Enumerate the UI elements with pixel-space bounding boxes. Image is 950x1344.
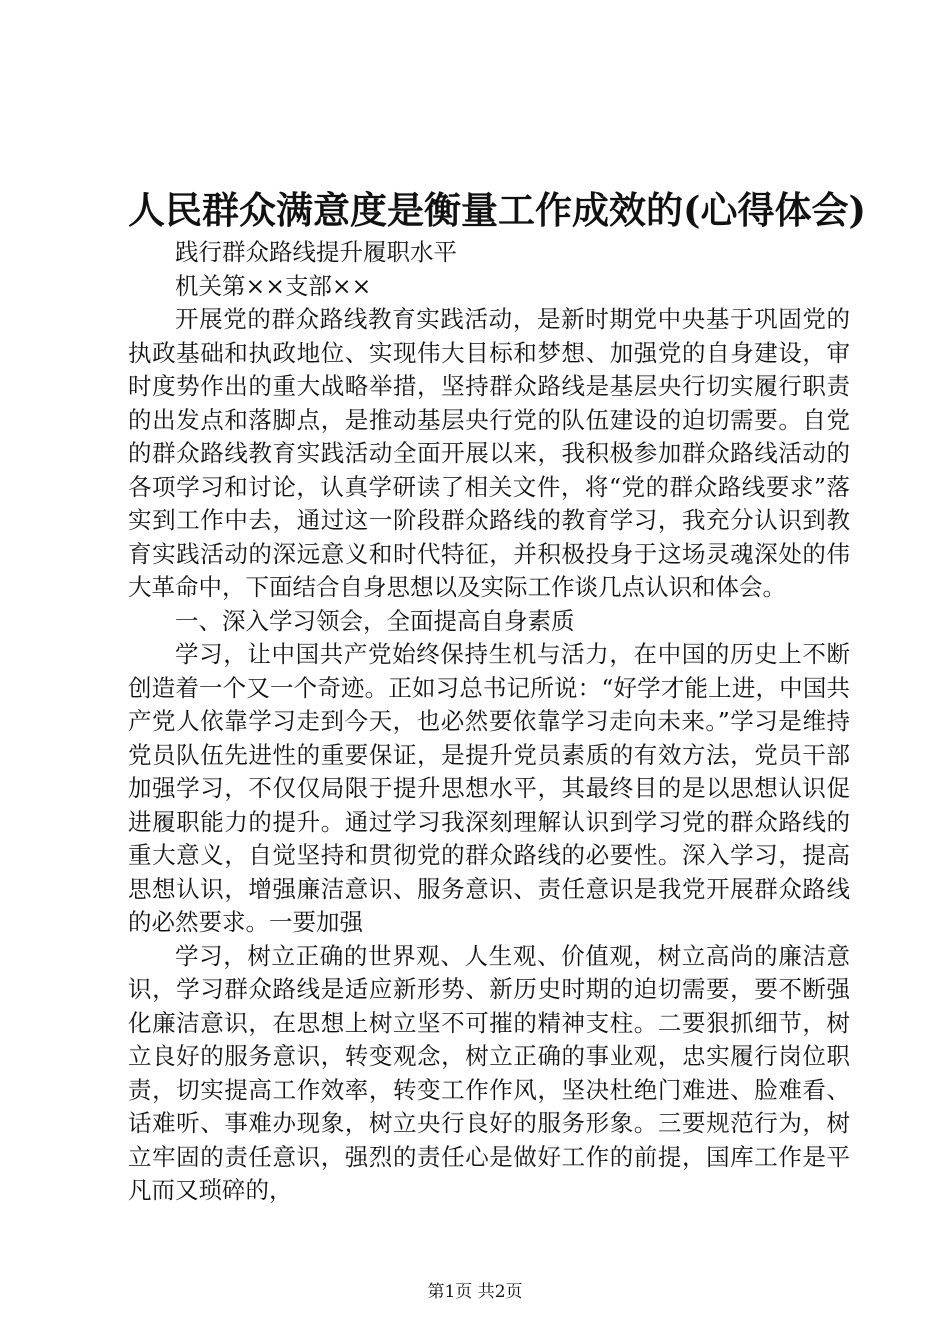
paragraph-study: 学习，让中国共产党始终保持生机与活力，在中国的历史上不断创造着一个又一个奇迹。正如习总书记所说：“好学才能上进，中国共产党人依靠学习走到今天，也必然要依靠学习走向未来。”学习是维持党员队伍先进性的重要保证，是提升党员素质的有效方法，党员干部加强学习，不仅仅局限于提升思想水平，其最终目的是以思想认识促进履职能力的提升。通过学习我深刻理解认识到学习党的群众路线的重大意义，自觉坚持和贯彻党的群众路线的必要性。深入学习，提高思想认识，增强廉洁意识、服务意识、责任意识是我党开展群众路线的必然要求。一要加强 <box>128 640 850 936</box>
document-title: 人民群众满意度是衡量工作成效的(心得体会) <box>128 188 867 232</box>
document-body <box>128 236 850 1208</box>
subtitle-line: 践行群众路线提升履职水平 <box>175 238 457 266</box>
paragraph-intro: 开展党的群众路线教育实践活动，是新时期党中央基于巩固党的执政基础和执政地位、实现伟大目标和梦想、加强党的自身建设，审时度势作出的重大战略举措，坚持群众路线是基层央行切实履行职责的出发点和落脚点，是推动基层央行党的队伍建设的迫切需要。自党的群众路线教育实践活动全面开展以来，我积极参加群众路线活动的各项学习和讨论，认真学研读了相关文件，将“党的群众路线要求”落实到工作中去，通过这一阶段群众路线的教育学习，我充分认识到教育实践活动的深远意义和时代特征，并积极投身于这场灵魂深处的伟大革命中，下面结合自身思想以及实际工作谈几点认识和体会。 <box>128 305 850 601</box>
section-heading-1: 一、深入学习领会，全面提高自身素质 <box>175 606 575 635</box>
paragraph-study-continued: 学习，树立正确的世界观、人生观、价值观，树立高尚的廉洁意识，学习群众路线是适应新形势、新历史时期的迫切需要，要不断强化廉洁意识，在思想上树立坚不可摧的精神支柱。二要狠抓细节，树立良好的服务意识，转变观念，树立正确的事业观，忠实履行岗位职责，切实提高工作效率，转变工作作风，坚决杜绝门难进、脸难看、话难听、事难办现象，树立央行良好的服务形象。三要规范行为，树立牢固的责任意识，强烈的责任心是做好工作的前提，国库工作是平凡而又琐碎的， <box>128 941 850 1204</box>
page-footer: 第1页 共2页 <box>427 1282 523 1302</box>
author-line: 机关第××支部×× <box>175 271 372 300</box>
